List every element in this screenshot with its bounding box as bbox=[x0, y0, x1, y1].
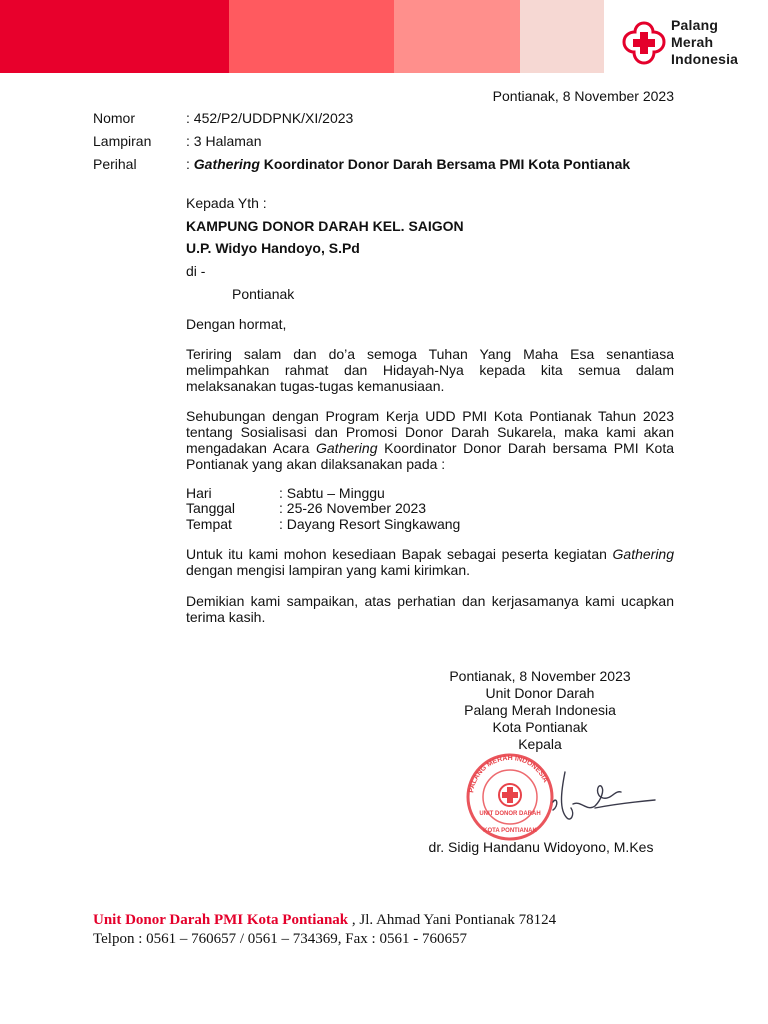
official-stamp-and-signature bbox=[455, 752, 665, 842]
paragraph-2-italic: Gathering bbox=[316, 440, 378, 456]
logo-line-3: Indonesia bbox=[671, 51, 739, 67]
header-band-red bbox=[0, 0, 229, 73]
salutation: Dengan hormat, bbox=[186, 316, 287, 332]
lampiran-label: Lampiran bbox=[93, 133, 152, 149]
nomor-label: Nomor bbox=[93, 110, 136, 126]
perihal-value bbox=[186, 156, 630, 172]
logo-line-2: Merah bbox=[671, 34, 714, 50]
paragraph-2-a: Sehubungan dengan Program Kerja UDD PMI Kota Pontianak Tahun 2023 tentang Sosialisasi dan Promosi Donor Darah Sukarela, maka kami akan mengadakan Acara bbox=[186, 408, 674, 456]
signatory-name: dr. Sidig Handanu Widoyono, M.Kes bbox=[428, 839, 654, 855]
recipient-di: di - bbox=[186, 263, 206, 279]
paragraph-3-italic: Gathering bbox=[612, 546, 674, 562]
header-band-coral bbox=[229, 0, 394, 73]
paragraph-3-a: Untuk itu kami mohon kesediaan Bapak sebagai peserta kegiatan bbox=[186, 546, 613, 562]
tempat-label: Tempat bbox=[186, 516, 232, 532]
perihal-italic: Gathering bbox=[193, 156, 260, 172]
footer-line-1 bbox=[93, 912, 556, 929]
stamp-text-bottom: KOTA PONTIANAK bbox=[483, 828, 537, 834]
perihal-prefix: : bbox=[186, 156, 194, 172]
paragraph-3-b: dengan mengisi lampiran yang kami kirimkan. bbox=[186, 562, 471, 578]
signature-block bbox=[420, 668, 660, 753]
tanggal-label: Tanggal bbox=[186, 500, 236, 516]
signature-city: Kota Pontianak bbox=[492, 719, 588, 735]
logo-line-1: Palang bbox=[671, 17, 719, 33]
recipient-city: Pontianak bbox=[232, 286, 295, 302]
nomor-value: : 452/P2/UDDPNK/XI/2023 bbox=[186, 110, 354, 126]
recipient-attn: U.P. Widyo Handoyo, S.Pd bbox=[186, 240, 360, 256]
letter-date: Pontianak, 8 November 2023 bbox=[492, 88, 674, 104]
perihal-label: Perihal bbox=[93, 156, 137, 172]
paragraph-1: Teriring salam dan do’a semoga Tuhan Yang Maha Esa senantiasa melimpahkan rahmat dan Hidayah-Nya kepada kita semua dalam melaksanakan tugas-tugas kemanusiaan. bbox=[186, 346, 674, 394]
logo-wordmark bbox=[671, 17, 738, 68]
paragraph-4: Demikian kami sampaikan, atas perhatian dan kerjasamanya kami ucapkan terima kasih. bbox=[186, 593, 674, 625]
tempat-value: : Dayang Resort Singkawang bbox=[279, 516, 461, 532]
header-band-pink bbox=[520, 0, 604, 73]
hari-label: Hari bbox=[186, 485, 212, 501]
paragraph-2-b: Koordinator Donor Darah bersama PMI Kota Pontianak yang akan dilaksanakan pada : bbox=[186, 440, 675, 472]
signature-org: Palang Merah Indonesia bbox=[464, 702, 616, 718]
signature-unit: Unit Donor Darah bbox=[485, 685, 595, 701]
perihal-rest: Koordinator Donor Darah Bersama PMI Kota Pontianak bbox=[259, 156, 631, 172]
footer-address: , Jl. Ahmad Yani Pontianak 78124 bbox=[348, 912, 557, 928]
lampiran-value: : 3 Halaman bbox=[186, 133, 262, 149]
footer-contacts: Telpon : 0561 – 760657 / 0561 – 734369, Fax : 0561 - 760657 bbox=[93, 931, 467, 947]
recipient-org: KAMPUNG DONOR DARAH KEL. SAIGON bbox=[186, 218, 464, 234]
red-cross-emblem-icon bbox=[620, 20, 668, 66]
paragraph-3 bbox=[186, 546, 674, 578]
stamp-text-top: PALANG MERAH INDONESIA bbox=[468, 754, 549, 794]
recipient-greeting: Kepada Yth : bbox=[186, 195, 267, 211]
header-band-salmon bbox=[394, 0, 520, 73]
signature-place-date: Pontianak, 8 November 2023 bbox=[449, 668, 631, 684]
signature-title: Kepala bbox=[518, 736, 562, 752]
hari-value: : Sabtu – Minggu bbox=[279, 485, 385, 501]
paragraph-2 bbox=[186, 408, 674, 472]
tanggal-value: : 25-26 November 2023 bbox=[279, 500, 427, 516]
stamp-text-inner: UNIT DONOR DARAH bbox=[479, 811, 541, 817]
footer-brand: Unit Donor Darah PMI Kota Pontianak bbox=[93, 912, 349, 928]
